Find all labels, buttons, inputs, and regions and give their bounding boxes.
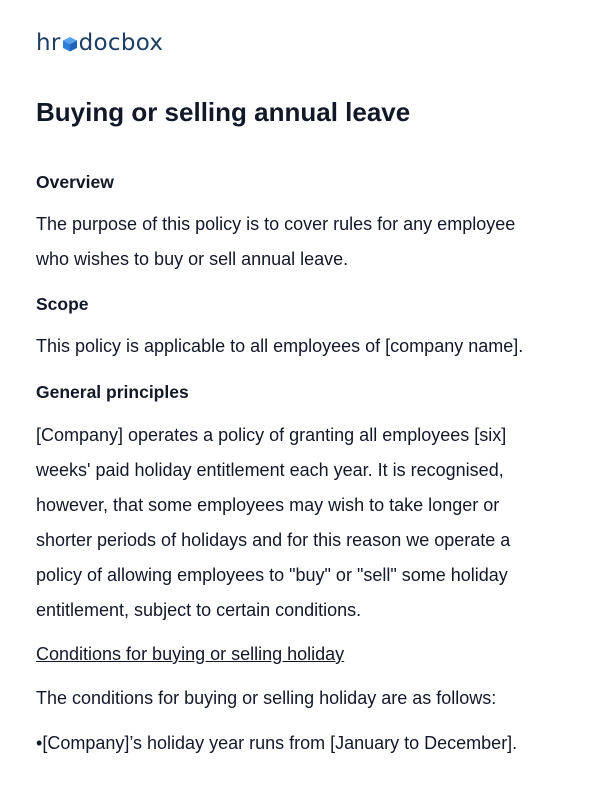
hrdocbox-logo <box>36 30 163 56</box>
text-line: The purpose of this policy is to cover rules for any employee <box>36 214 516 234</box>
logo-text-right: docbox <box>78 30 164 56</box>
bullet-item <box>36 726 576 761</box>
cube-icon <box>62 36 78 52</box>
principles-heading: General principles <box>36 382 189 402</box>
page-title: Buying or selling annual leave <box>36 97 411 127</box>
overview-text <box>36 207 576 277</box>
scope-text: This policy is applicable to all employees of [company name]. <box>36 336 524 356</box>
text-line: policy of allowing employees to "buy" or "sell" some holiday <box>36 565 508 585</box>
text-line: weeks' paid holiday entitlement each year. It is recognised, <box>36 460 504 480</box>
conditions-paragraph <box>36 637 576 672</box>
conditions-link[interactable]: Conditions for buying or selling holiday <box>36 644 345 664</box>
text-line: shorter periods of holidays and for this reason we operate a <box>36 530 511 550</box>
logo-text-left: hr <box>36 30 61 56</box>
bullet-text: [Company]’s holiday year runs from [January to December]. <box>42 733 518 753</box>
bullet-icon: • <box>36 733 43 753</box>
text-line: however, that some employees may wish to take longer or <box>36 495 500 515</box>
conditions-intro: The conditions for buying or selling holiday are as follows: <box>36 688 497 708</box>
principles-text <box>36 418 576 628</box>
text-line: who wishes to buy or sell annual leave. <box>36 249 349 269</box>
text-line: entitlement, subject to certain conditions. <box>36 600 362 620</box>
scope-heading: Scope <box>36 294 89 314</box>
overview-heading: Overview <box>36 172 114 192</box>
text-line: [Company] operates a policy of granting all employees [six] <box>36 425 507 445</box>
